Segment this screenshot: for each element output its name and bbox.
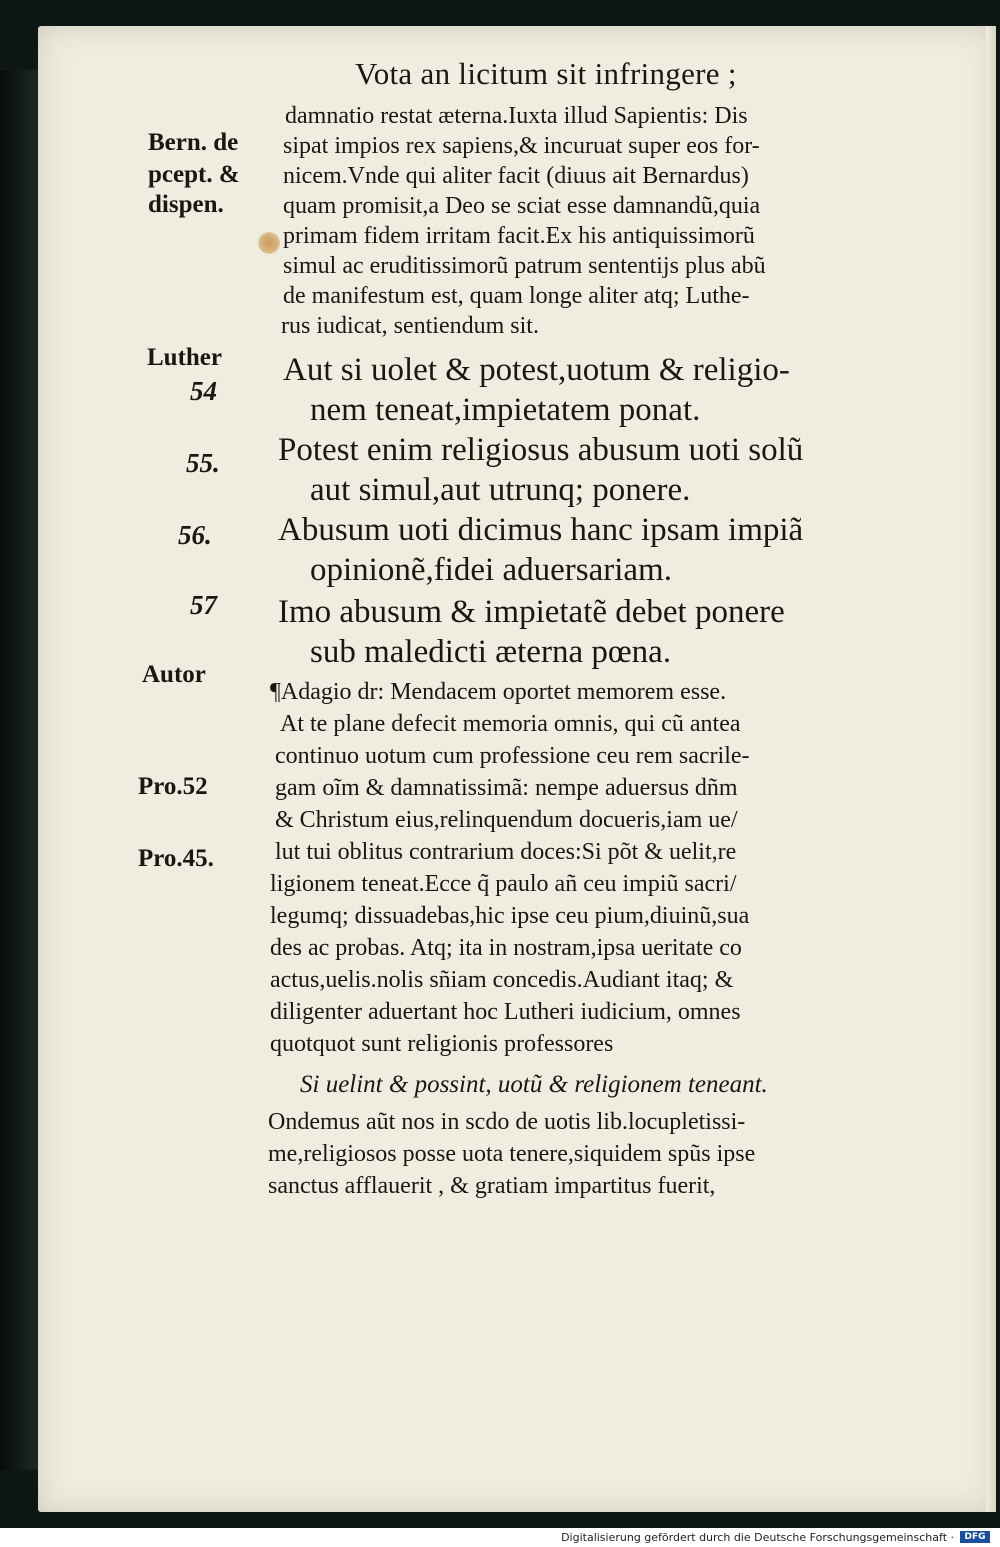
footer-credit: Digitalisierung gefördert durch die Deutsche Forschungsgemeinschaft · [561,1531,954,1544]
margin-note: Pro.45. [138,845,214,872]
dfg-logo-icon: DFG [960,1531,990,1543]
margin-note: Bern. de [148,129,239,156]
margin-number: 54 [190,376,217,406]
thesis-line: nem teneat,impietatem ponat. [310,392,701,428]
author-line: gam oĩm & damnatissimã: nempe aduersus dñm [275,775,738,801]
author-line: quotquot sunt religionis professores [270,1031,614,1057]
body-line: simul ac eruditissimorũ patrum sententijs plus abũ [283,253,766,279]
margin-note: Luther [147,344,222,371]
body-line: rus iudicat, sentiendum sit. [281,313,539,339]
thesis-line: opinionẽ,fidei aduersariam. [310,552,672,588]
page-edge [986,26,996,1512]
paper-stain [258,232,280,254]
author-line: At te plane defecit memoria omnis, qui cũ antea [280,711,741,737]
thesis-line: Imo abusum & impietatẽ debet ponere [278,594,785,630]
author-line: lut tui oblitus contrarium doces:Si põt & uelit,re [275,839,737,865]
author-line: & Christum eius,relinquendum docueris,iam ue/ [275,807,738,833]
body-line: quam promisit,a Deo se sciat esse damnandũ,quia [283,193,761,219]
margin-note: Pro.52 [138,773,208,800]
page-title: Vota an licitum sit infringere ; [355,56,737,91]
margin-note: dispen. [148,191,224,218]
thesis-line: Abusum uoti dicimus hanc ipsam impiã [278,512,804,548]
closing-line: sanctus afflauerit , & gratiam impartitus fuerit, [268,1173,716,1199]
author-line: actus,uelis.nolis sñiam concedis.Audiant itaq; & [270,967,734,993]
thesis-line: Potest enim religiosus abusum uoti solũ [278,432,804,468]
italic-quote: Si uelint & possint, uotũ & religionem teneant. [300,1071,768,1098]
body-line: damnatio restat æterna.Iuxta illud Sapientis: Dis [285,103,748,129]
body-line: primam fidem irritam facit.Ex his antiquissimorũ [283,223,755,249]
author-line: ligionem teneat.Ecce q̃ paulo añ ceu impiũ sacri/ [270,871,737,897]
closing-line: me,religiosos posse uota tenere,siquidem spũs ipse [268,1141,756,1167]
thesis-line: aut simul,aut utrunq; ponere. [310,472,691,508]
body-line: nicem.Vnde qui aliter facit (diuus ait Bernardus) [283,163,749,189]
thesis-line: sub maledicti æterna pœna. [310,634,672,670]
margin-note: pcept. & [148,161,240,188]
closing-line: Ondemus aũt nos in scdo de uotis lib.locupletissi- [268,1109,746,1135]
author-line: continuo uotum cum professione ceu rem sacrile- [275,743,750,769]
body-line: sipat impios rex sapiens,& incuruat super eos for- [283,133,760,159]
author-line: des ac probas. Atq; ita in nostram,ipsa ueritate co [270,935,742,961]
thesis-line: Aut si uolet & potest,uotum & religio- [283,352,790,388]
margin-number: 57 [190,590,217,620]
body-line: de manifestum est, quam longe aliter atq; Luthe- [283,283,750,309]
margin-number: 55. [186,448,220,478]
binding-shadow [0,70,38,1470]
margin-number: 56. [178,520,212,550]
author-line: legumq; dissuadebas,hic ipse ceu pium,diuinũ,sua [270,903,750,929]
author-line: ¶Adagio dr: Mendacem oportet memorem esse. [270,679,727,705]
margin-note: Autor [142,661,206,688]
author-line: diligenter aduertant hoc Lutheri iudicium, omnes [270,999,741,1025]
